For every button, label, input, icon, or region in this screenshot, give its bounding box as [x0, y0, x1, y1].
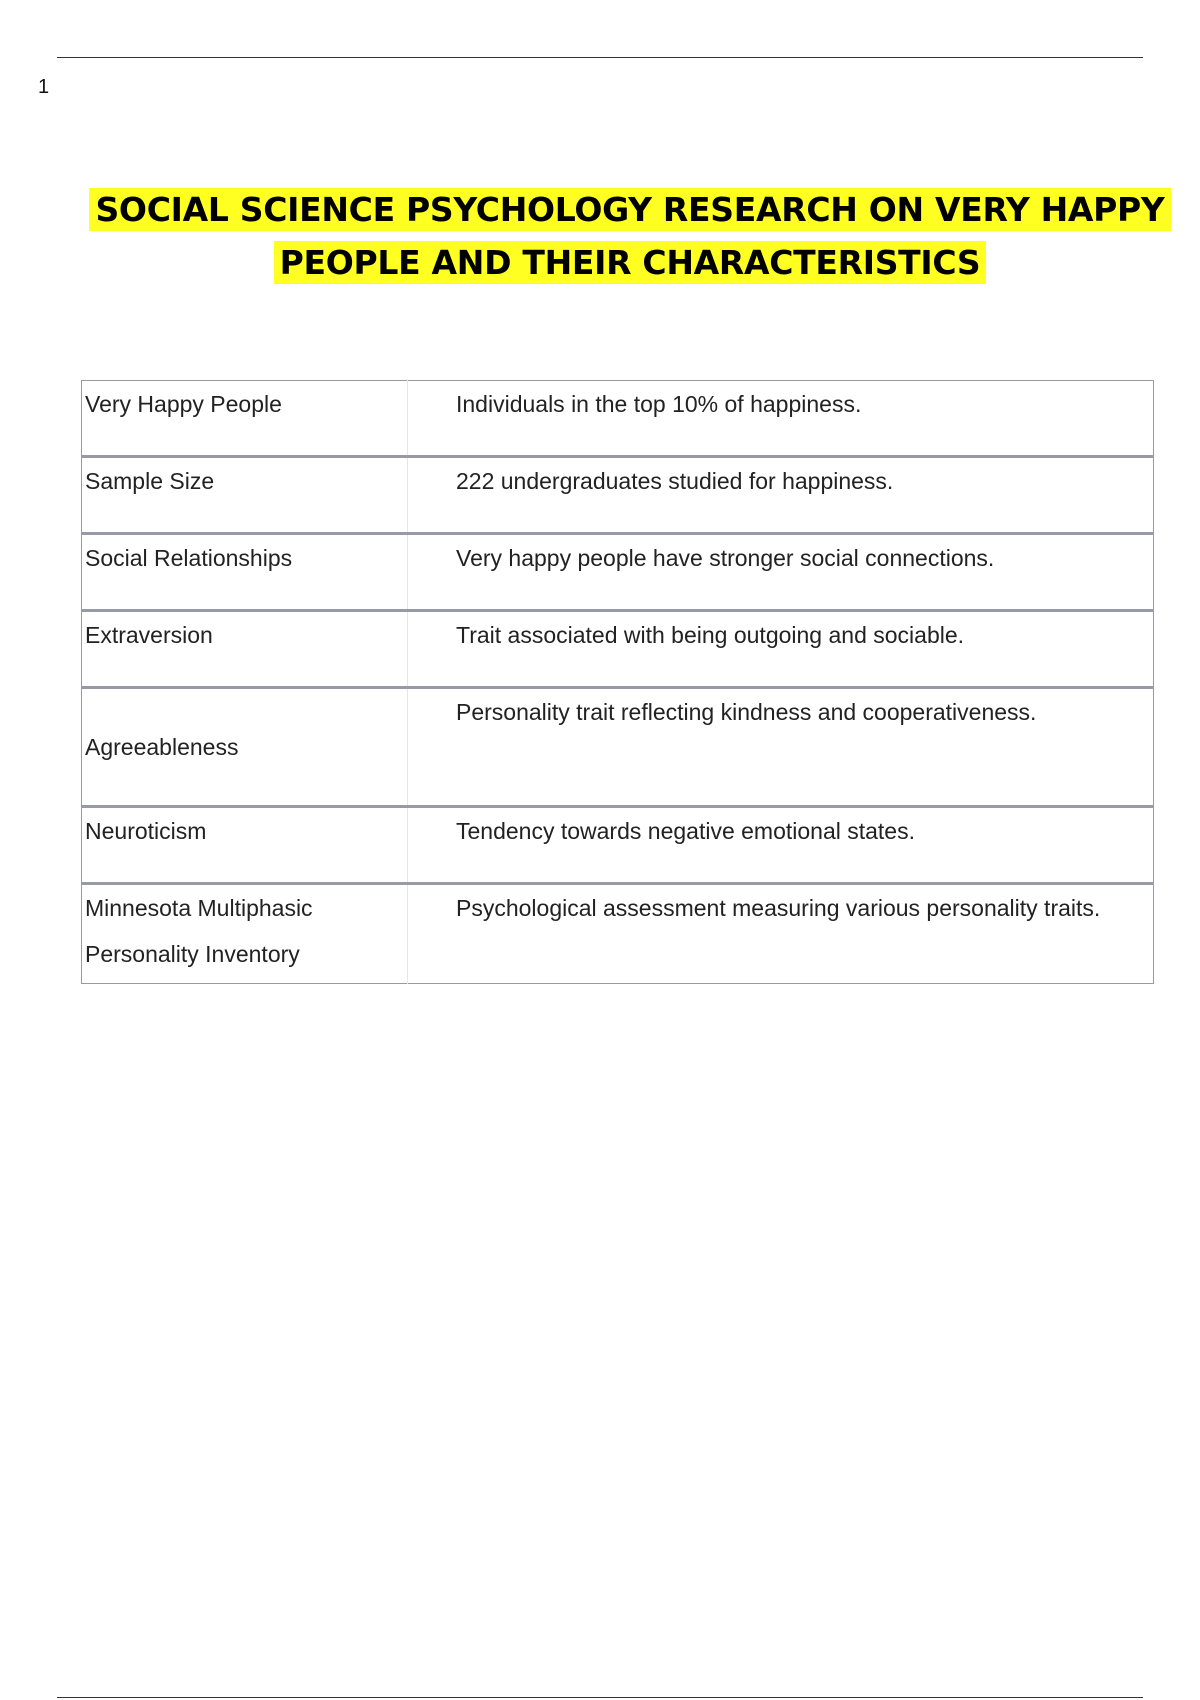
table-row — [82, 688, 1154, 807]
terms-table — [81, 380, 1154, 984]
definition-cell: 222 undergraduates studied for happiness. — [456, 468, 894, 494]
page-number: 1 — [38, 76, 50, 98]
definition-cell: Psychological assessment measuring various personality traits. — [456, 895, 1101, 921]
table-row — [82, 381, 1154, 457]
footer-rule — [57, 1697, 1143, 1698]
title-line-1: SOCIAL SCIENCE PSYCHOLOGY RESEARCH ON VERY HAPPY — [89, 188, 1170, 231]
definition-cell: Personality trait reflecting kindness and cooperativeness. — [456, 699, 1037, 725]
definition-cell: Trait associated with being outgoing and sociable. — [456, 622, 965, 648]
title-line-2: PEOPLE AND THEIR CHARACTERISTICS — [274, 241, 987, 284]
term-cell: Agreeableness — [82, 688, 408, 807]
term-cell: Social Relationships — [82, 534, 408, 611]
term-cell: Sample Size — [82, 457, 408, 534]
definition-cell: Tendency towards negative emotional states. — [456, 818, 915, 844]
term-cell: Extraversion — [82, 611, 408, 688]
document-title — [80, 183, 1180, 289]
term-cell: Neuroticism — [82, 807, 408, 884]
table-row — [82, 611, 1154, 688]
definition-cell: Very happy people have stronger social connections. — [456, 545, 995, 571]
header-rule — [57, 57, 1143, 58]
table-row — [82, 807, 1154, 884]
term-cell: Minnesota Multiphasic Personality Inventory — [82, 884, 408, 984]
term-cell: Very Happy People — [82, 381, 408, 457]
table-row — [82, 884, 1154, 984]
table-row — [82, 457, 1154, 534]
table-row — [82, 534, 1154, 611]
definition-cell: Individuals in the top 10% of happiness. — [456, 391, 862, 417]
